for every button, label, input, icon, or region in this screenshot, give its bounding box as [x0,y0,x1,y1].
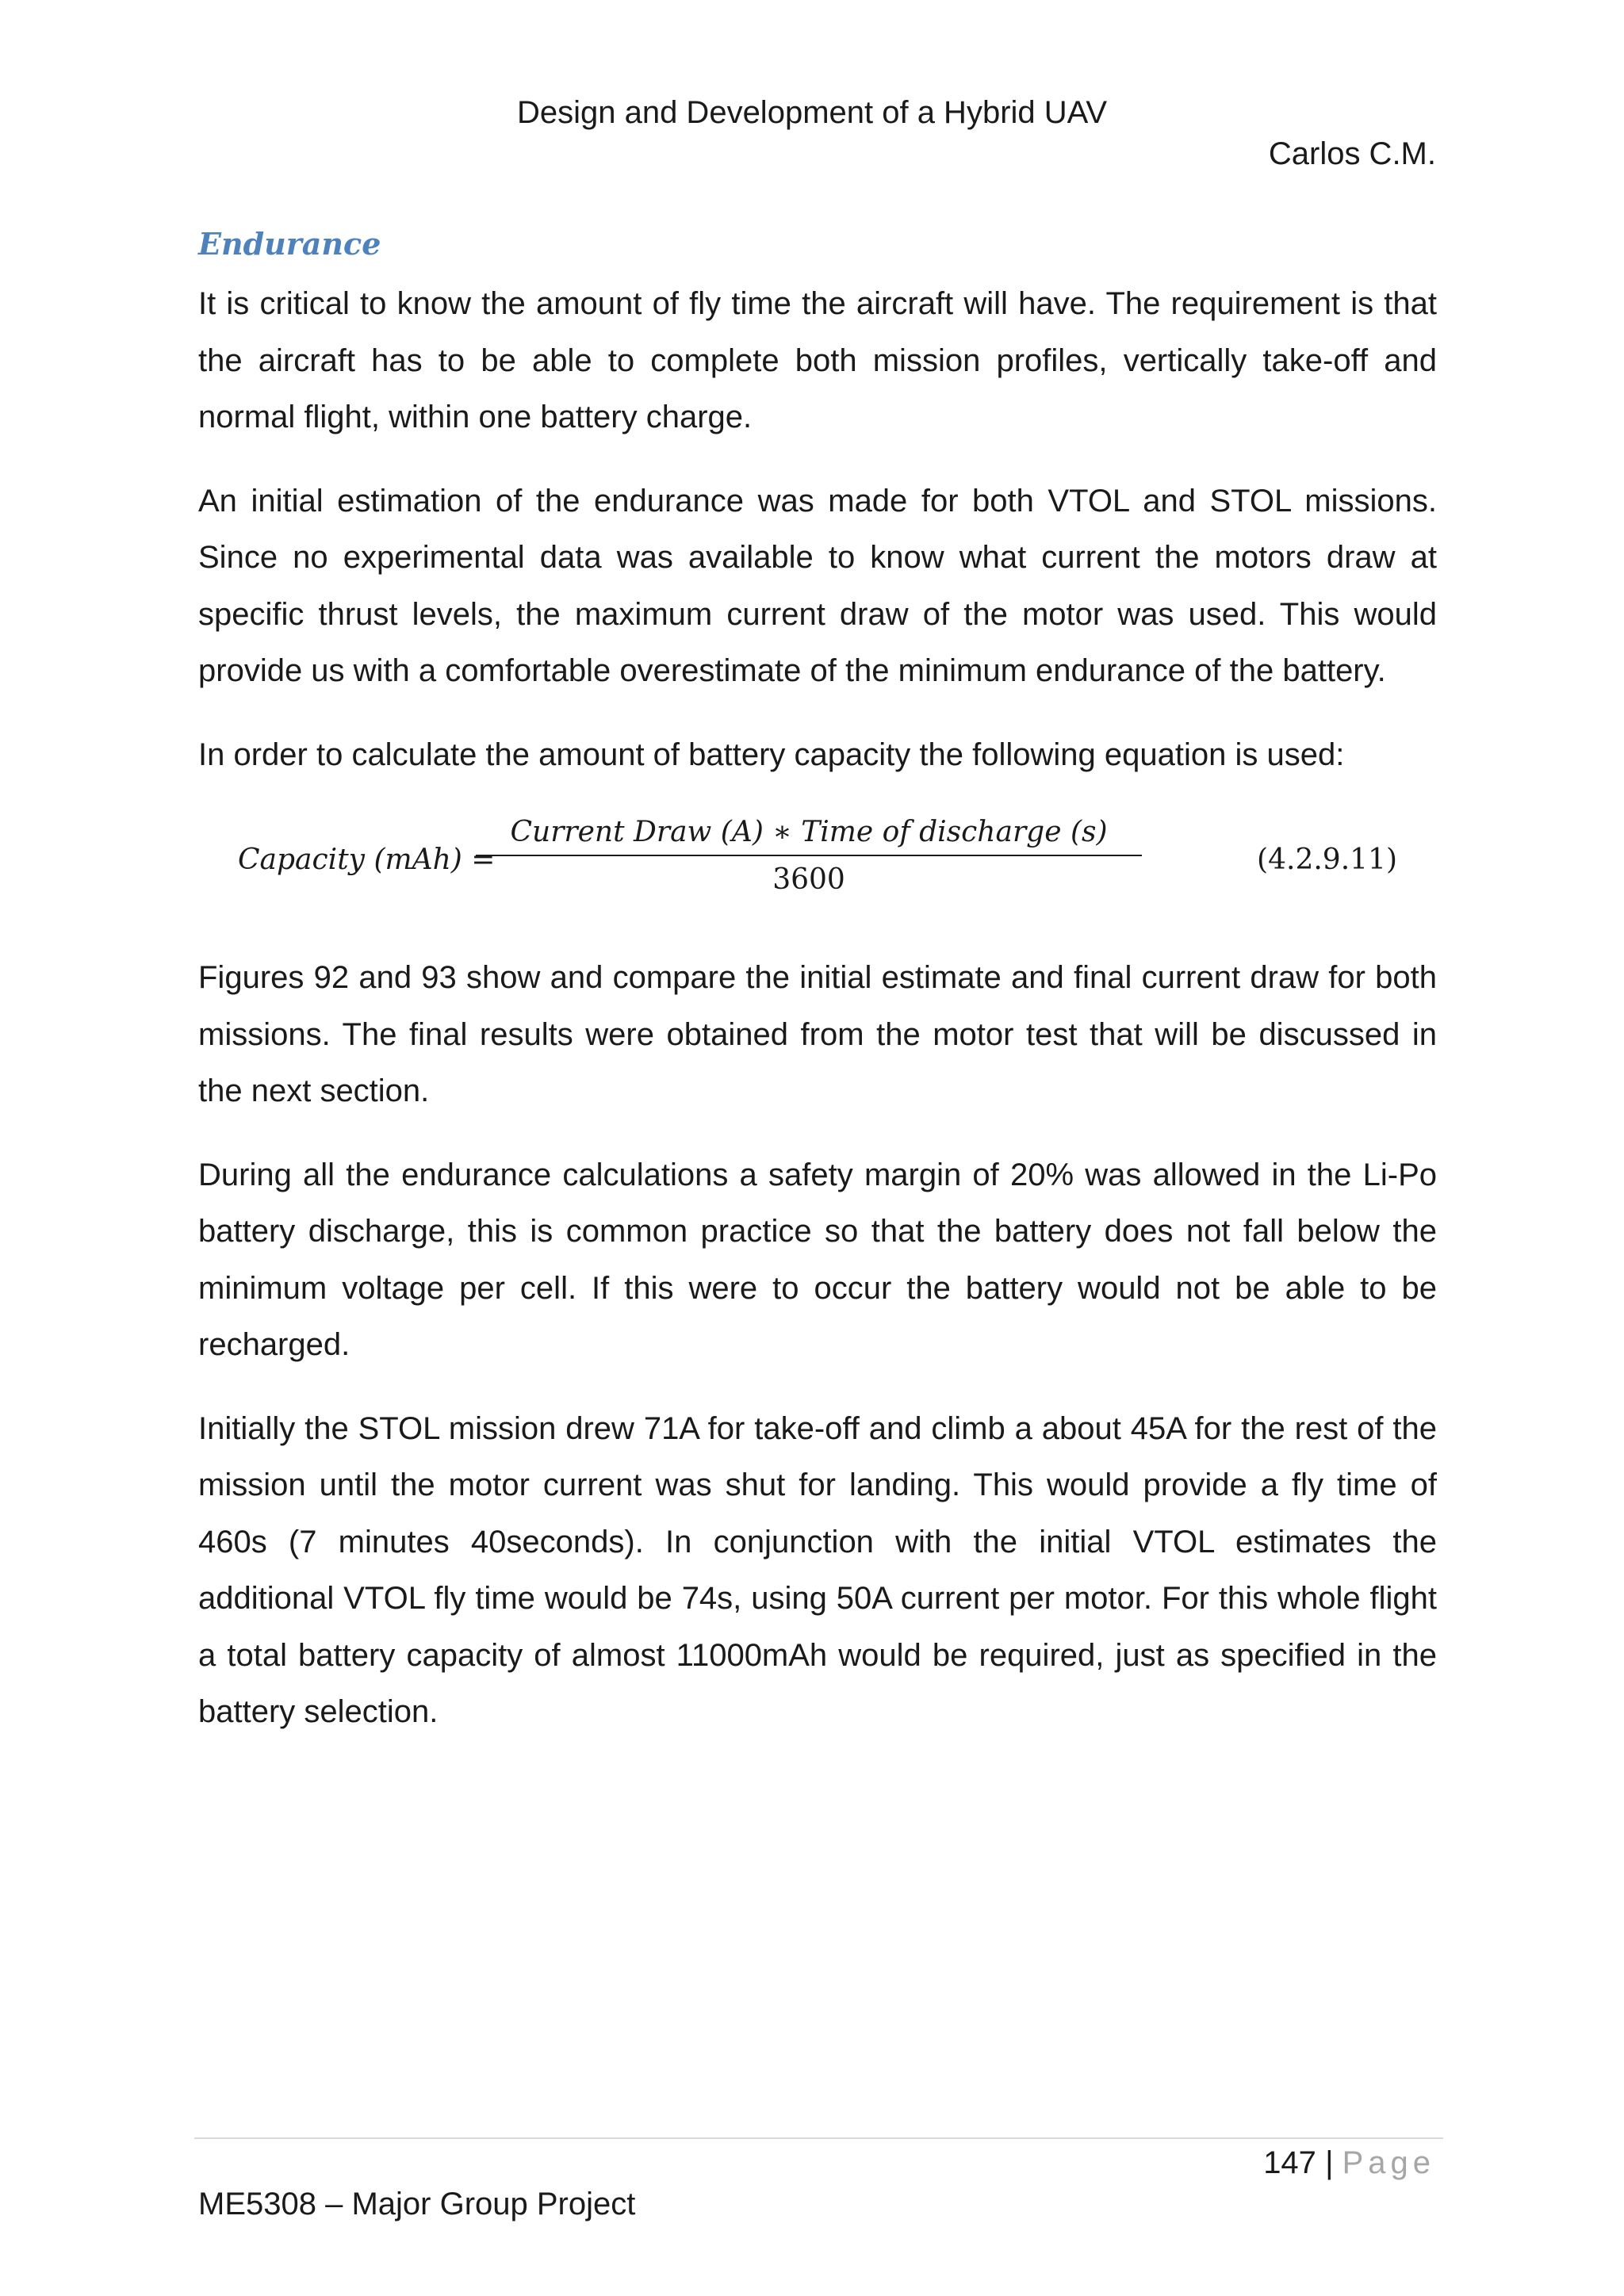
page-label: Page [1342,2145,1435,2180]
page-number-separator: | [1325,2145,1334,2180]
equation-denominator: 3600 [772,863,845,896]
paragraph-safety-margin: During all the endurance calculations a safety margin of 20% was allowed in the Li-Po battery discharge, this is common practice so that the battery does not fall below the minimum voltage per cell. If this were to occur the battery would not be able to be recharged. [198,1157,1437,1362]
paragraph-initial-estimation: An initial estimation of the endurance was made for both VTOL and STOL missions. Since no experimental data was available to know what current the motors draw at specific thrust levels, the maximum current draw of the motor was used. This would provide us with a comfortable overestimate of the minimum endurance of the battery. [198,483,1437,688]
equation-numerator: Current Draw (A) ∗ Time of discharge (s) [476,810,1142,856]
equation-number: (4.2.9.11) [1257,844,1397,876]
header-author: Carlos C.M. [1268,136,1436,171]
section-heading: Endurance [198,226,381,262]
page-number-value: 147 [1263,2145,1316,2180]
footer-course: ME5308 – Major Group Project [198,2187,636,2221]
equation-fraction [476,810,1142,904]
capacity-equation [198,810,1437,921]
main-content [198,222,1437,1768]
paragraph-requirement: It is critical to know the amount of fly time the aircraft will have. The requirement is that the aircraft has to be able to complete both mission profiles, vertically take-off and normal flight, within one battery charge. [198,286,1437,434]
paragraph-figures: Figures 92 and 93 show and compare the initial estimate and final current draw for both missions. The final results were obtained from the motor test that will be discussed in the next section. [198,960,1437,1108]
page-number [1263,2144,1435,2182]
equation-lhs: Capacity (mAh) = [238,844,496,876]
footer-divider [194,2137,1443,2139]
paragraph-stol-mission: Initially the STOL mission drew 71A for take-off and climb a about 45A for the rest of the mission until the motor current was shut for landing. This would provide a fly time of 460s (7 minutes 40seconds). In conjunction with the initial VTOL estimates the additional VTOL fly time would be 74s, using 50A current per motor. For this whole flight a total battery capacity of almost 11000mAh would be required, just as specified in the battery selection. [198,1410,1437,1729]
paragraph-equation-intro: In order to calculate the amount of battery capacity the following equation is used: [198,737,1345,772]
header-title: Design and Development of a Hybrid UAV [516,95,1108,130]
